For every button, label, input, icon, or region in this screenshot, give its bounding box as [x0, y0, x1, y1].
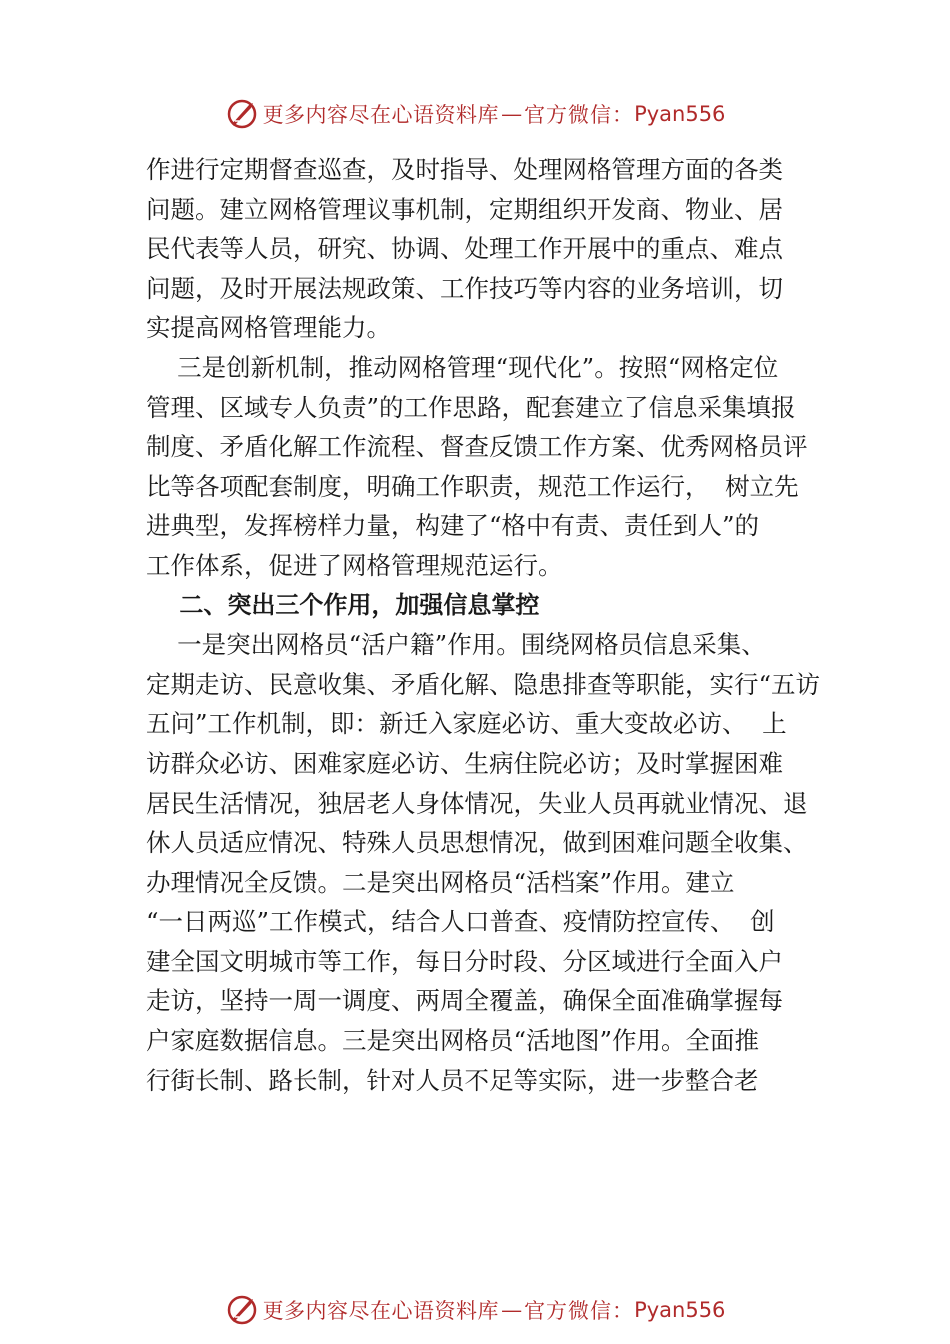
body-line: 休人员适应情况、特殊人员思想情况，做到困难问题全收集、	[146, 828, 808, 858]
body-line: 制度、矛盾化解工作流程、督查反馈工作方案、优秀网格员评	[146, 432, 808, 462]
body-line: 实提高网格管理能力。	[146, 313, 391, 343]
wechat-id: Pyan556	[634, 102, 726, 126]
quill-logo-icon	[225, 97, 259, 131]
section-heading: 二、突出三个作用，加强信息掌控	[146, 590, 540, 619]
body-line: 居民生活情况，独居老人身体情况，失业人员再就业情况、退	[146, 788, 808, 818]
body-line: 办理情况全反馈。二是突出网格员“活档案”作用。建立	[146, 867, 735, 897]
body-line: 问题。建立网格管理议事机制，定期组织开发商、物业、居	[146, 194, 783, 224]
banner-dash: —	[501, 1298, 523, 1322]
body-line: 一是突出网格员“活户籍”作用。围绕网格员信息采集、	[146, 630, 766, 660]
banner-dash: —	[501, 102, 523, 126]
body-line: 作进行定期督查巡查，及时指导、处理网格管理方面的各类	[146, 155, 783, 184]
body-line: 工作体系，促进了网格管理规范运行。	[146, 550, 563, 580]
library-brand-text: 更多内容尽在心语资料库	[262, 1299, 500, 1323]
document-body	[146, 150, 826, 1100]
header-banner	[0, 94, 950, 134]
body-line: 行街长制、路长制，针对人员不足等实际，进一步整合老	[146, 1065, 759, 1095]
body-line: 问题，及时开展法规政策、工作技巧等内容的业务培训，切	[146, 273, 783, 303]
body-line: 访群众必访、困难家庭必访、生病住院必访；及时掌握困难	[146, 748, 783, 778]
wechat-label: 官方微信：	[524, 1299, 635, 1323]
body-line: 走访，坚持一周一调度、两周全覆盖，确保全面准确掌握每	[146, 986, 783, 1016]
body-line: 比等各项配套制度，明确工作职责，规范工作运行， 树立先	[146, 471, 799, 501]
body-line: 三是创新机制，推动网格管理“现代化”。按照“网格定位	[146, 352, 779, 382]
body-line: 定期走访、民意收集、矛盾化解、隐患排查等职能，实行“五访	[146, 669, 821, 699]
body-line: 民代表等人员，研究、协调、处理工作开展中的重点、难点	[146, 234, 783, 264]
footer-banner	[0, 1290, 950, 1330]
quill-logo-icon	[225, 1293, 259, 1327]
wechat-id: Pyan556	[634, 1298, 726, 1322]
body-line: 五问”工作机制，即：新迁入家庭必访、重大变故必访、 上	[146, 709, 787, 739]
body-line: 管理、区域专人负责”的工作思路，配套建立了信息采集填报	[146, 392, 796, 422]
body-line: “一日两巡”工作模式，结合人口普查、疫情防控宣传、 创	[146, 907, 775, 937]
body-line: 建全国文明城市等工作，每日分时段、分区域进行全面入户	[146, 946, 783, 976]
body-line: 户家庭数据信息。三是突出网格员“活地图”作用。全面推	[146, 1026, 760, 1056]
wechat-label: 官方微信：	[524, 103, 635, 127]
library-brand-text: 更多内容尽在心语资料库	[262, 103, 500, 127]
body-line: 进典型，发挥榜样力量，构建了“格中有责、责任到人”的	[146, 511, 760, 541]
